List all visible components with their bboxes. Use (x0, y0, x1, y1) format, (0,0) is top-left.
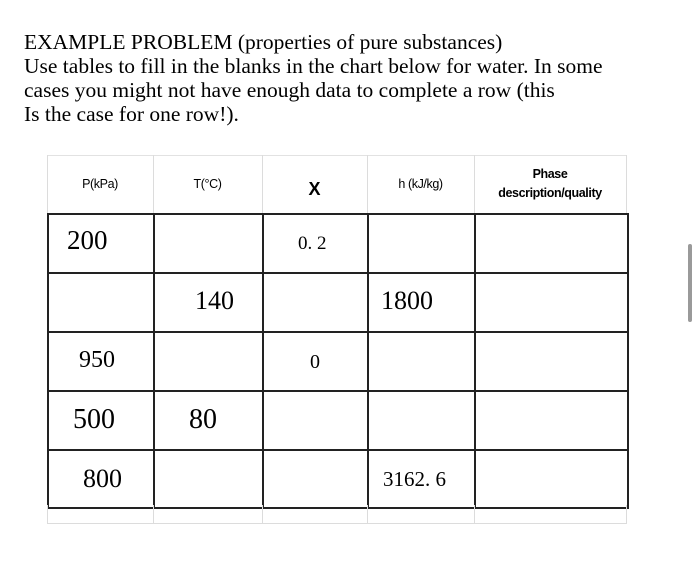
header-divider (626, 155, 627, 213)
table-row (48, 214, 628, 273)
cell-pressure[interactable] (48, 214, 154, 273)
cell-value: 80 (189, 404, 217, 435)
header-enthalpy: h (kJ/kg) (398, 177, 443, 191)
header-temperature: T(°C) (193, 177, 222, 191)
problem-line-4: Is the case for one row!). (24, 102, 239, 126)
cell-phase[interactable] (475, 332, 628, 391)
cell-enthalpy[interactable] (368, 450, 475, 508)
footer-divider (153, 505, 154, 523)
cell-temperature[interactable] (154, 332, 263, 391)
footer-divider (47, 505, 48, 523)
cell-value: 0 (310, 351, 320, 373)
cell-quality[interactable] (263, 214, 368, 273)
table-row (48, 391, 628, 450)
property-table (47, 213, 629, 509)
table-row (48, 450, 628, 508)
cell-quality[interactable] (263, 273, 368, 332)
vertical-scrollbar[interactable] (688, 244, 692, 322)
problem-title: EXAMPLE PROBLEM (properties of pure substances) (24, 30, 503, 54)
cell-temperature[interactable] (154, 214, 263, 273)
table-footer-strip (47, 505, 627, 524)
problem-line-2: Use tables to fill in the blanks in the chart below for water. In some (24, 54, 603, 78)
cell-pressure[interactable] (48, 450, 154, 508)
table-row (48, 332, 628, 391)
cell-phase[interactable] (475, 214, 628, 273)
cell-value: 800 (83, 464, 122, 493)
cell-quality[interactable] (263, 450, 368, 508)
problem-line-3: cases you might not have enough data to complete a row (this (24, 78, 555, 102)
header-quality-x: X (308, 178, 321, 199)
cell-pressure[interactable] (48, 332, 154, 391)
footer-divider (367, 505, 368, 523)
cell-temperature[interactable] (154, 391, 263, 450)
cell-phase[interactable] (475, 450, 628, 508)
cell-phase[interactable] (475, 391, 628, 450)
footer-divider (626, 505, 627, 523)
cell-value: 140 (195, 286, 234, 315)
cell-value: 3162. 6 (383, 467, 446, 491)
cell-enthalpy[interactable] (368, 273, 475, 332)
cell-temperature[interactable] (154, 450, 263, 508)
header-pressure: P(kPa) (82, 177, 118, 191)
cell-quality[interactable] (263, 391, 368, 450)
cell-pressure[interactable] (48, 273, 154, 332)
footer-divider (474, 505, 475, 523)
cell-quality[interactable] (263, 332, 368, 391)
cell-value: 0. 2 (298, 233, 327, 254)
header-phase-line2: description/quality (498, 186, 602, 200)
cell-enthalpy[interactable] (368, 391, 475, 450)
table-row (48, 273, 628, 332)
cell-temperature[interactable] (154, 273, 263, 332)
cell-value: 1800 (381, 286, 433, 315)
cell-phase[interactable] (475, 273, 628, 332)
problem-statement (24, 30, 684, 126)
cell-enthalpy[interactable] (368, 214, 475, 273)
footer-divider (262, 505, 263, 523)
header-phase-line1: Phase (532, 167, 568, 181)
cell-value: 500 (73, 404, 115, 435)
cell-value: 200 (67, 225, 108, 255)
cell-pressure[interactable] (48, 391, 154, 450)
cell-enthalpy[interactable] (368, 332, 475, 391)
cell-value: 950 (79, 347, 115, 373)
header-phase (474, 155, 626, 213)
